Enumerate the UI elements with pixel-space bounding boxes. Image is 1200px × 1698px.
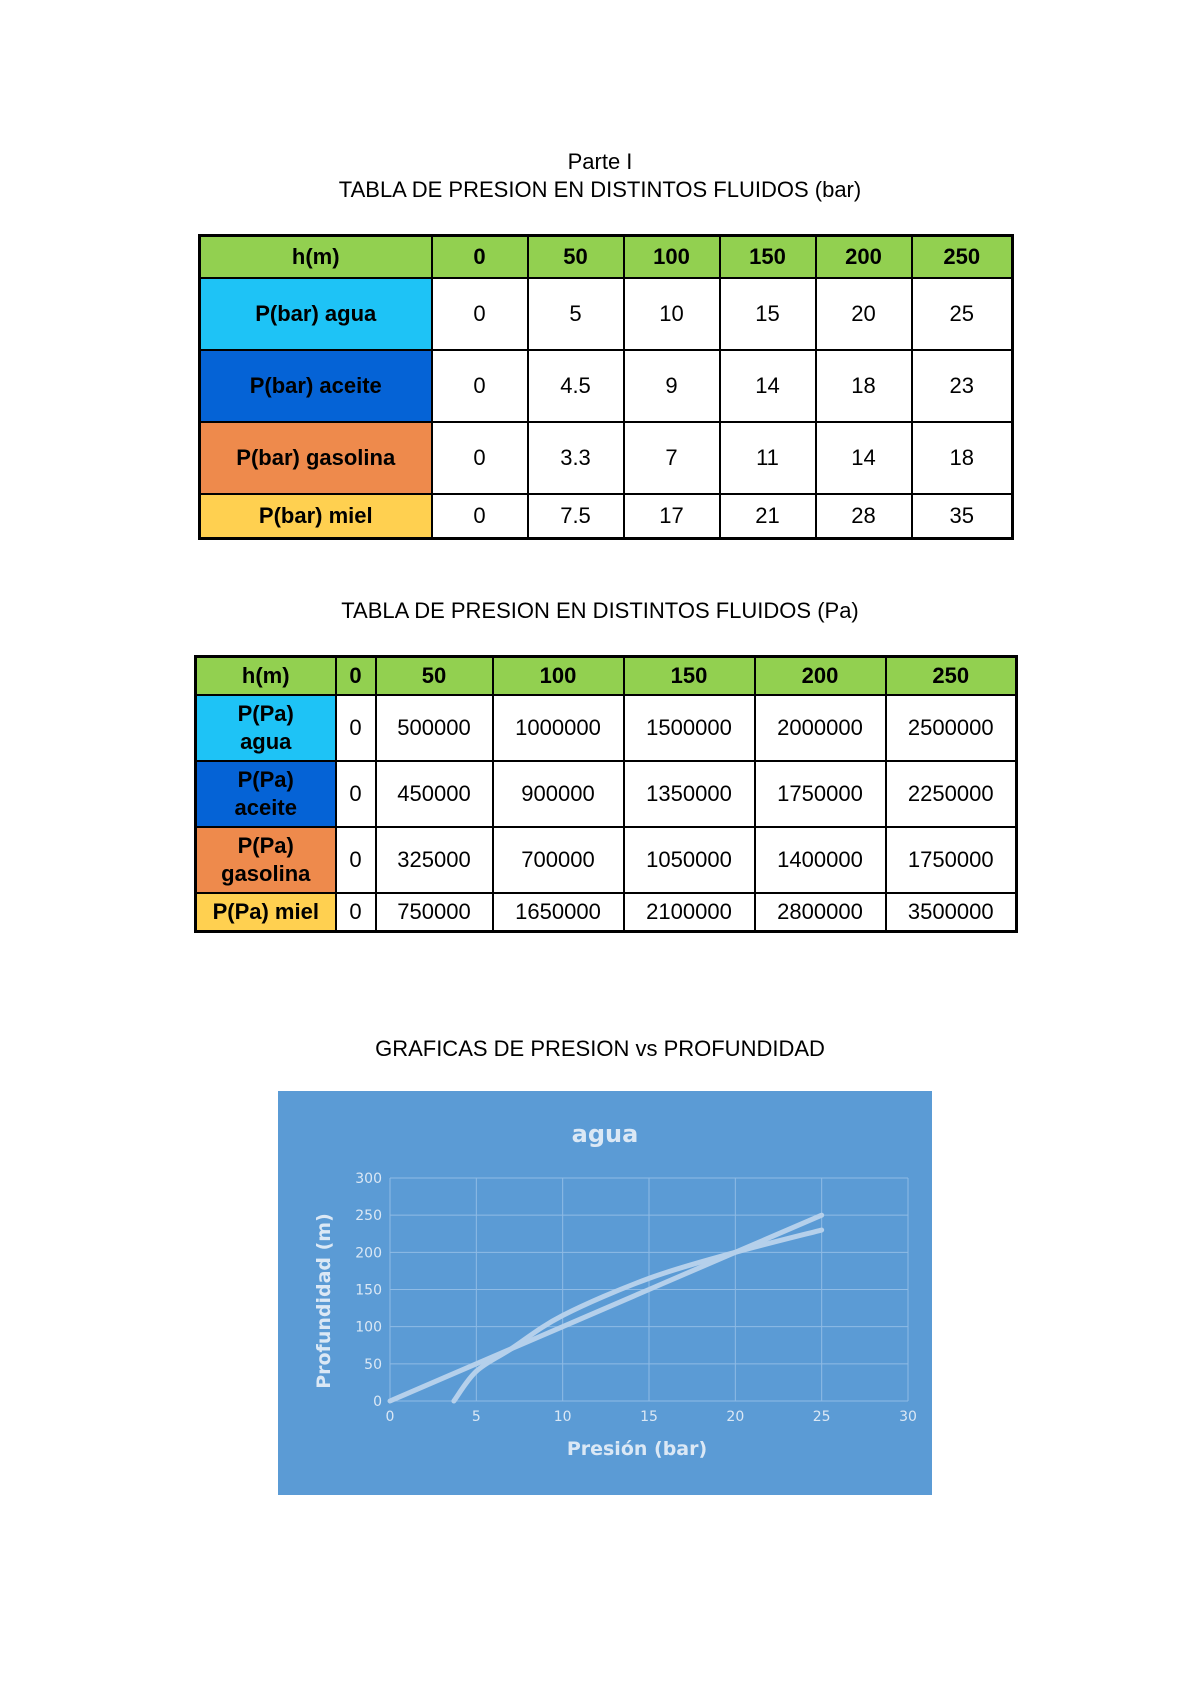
pressure-table-pa: [194, 655, 1018, 933]
y-tick-label: 300: [355, 1171, 382, 1187]
header-cell: 100: [624, 236, 720, 279]
row-label: P(bar) agua: [200, 278, 432, 350]
table-cell: 25: [912, 278, 1013, 350]
chart-title: agua: [571, 1120, 639, 1148]
table-cell: 17: [624, 494, 720, 539]
table-cell: 3500000: [886, 893, 1017, 932]
x-tick-label: 0: [385, 1409, 395, 1425]
row-label-line: P(Pa): [237, 767, 294, 792]
header-cell: 50: [528, 236, 624, 279]
table-row: [200, 278, 1013, 350]
table-cell: 1750000: [886, 827, 1017, 893]
header-cell: 100: [493, 657, 624, 696]
table-header-row: [200, 236, 1013, 279]
table-cell: 23: [912, 350, 1013, 422]
table-cell: 1500000: [624, 695, 755, 761]
table-cell: 1350000: [624, 761, 755, 827]
table-row: [196, 827, 1017, 893]
table-cell: 0: [432, 422, 528, 494]
row-label: P(bar) gasolina: [200, 422, 432, 494]
table-cell: 14: [720, 350, 816, 422]
table-cell: 2250000: [886, 761, 1017, 827]
table-cell: 35: [912, 494, 1013, 539]
table-cell: 0: [336, 761, 376, 827]
charts-title: GRAFICAS DE PRESION vs PROFUNDIDAD: [375, 1036, 825, 1061]
table-cell: 0: [336, 827, 376, 893]
x-axis-label: Presión (bar): [566, 1438, 708, 1460]
x-tick-label: 25: [812, 1409, 831, 1425]
table-pa-title: TABLA DE PRESION EN DISTINTOS FLUIDOS (Pa): [341, 598, 859, 623]
y-tick-label: 250: [355, 1208, 382, 1225]
y-tick-label: 200: [355, 1245, 382, 1262]
table-cell: 500000: [376, 695, 493, 761]
table-cell: 0: [336, 893, 376, 932]
header-cell: 200: [755, 657, 886, 696]
table-row: [200, 422, 1013, 494]
row-label-line: P(Pa): [237, 701, 294, 726]
table-cell: 2500000: [886, 695, 1017, 761]
table-cell: 11: [720, 422, 816, 494]
header-cell: 250: [886, 657, 1017, 696]
table-cell: 7: [624, 422, 720, 494]
table-cell: 9: [624, 350, 720, 422]
x-tick-label: 30: [899, 1409, 917, 1425]
row-label-line: aceite: [234, 795, 297, 820]
table-cell: 21: [720, 494, 816, 539]
pressure-table-bar: [198, 234, 1014, 540]
table-row: [200, 494, 1013, 539]
table-cell: 750000: [376, 893, 493, 932]
row-label: [196, 695, 336, 761]
row-label-line: P(Pa): [237, 833, 294, 858]
chart-panel: [278, 1091, 932, 1495]
header-cell: 0: [432, 236, 528, 279]
table-header-row: [196, 657, 1017, 696]
y-axis-label: Profundidad (m): [313, 1213, 335, 1389]
table-cell: 0: [432, 350, 528, 422]
row-label: P(bar) aceite: [200, 350, 432, 422]
header-cell: h(m): [196, 657, 336, 696]
table-cell: 5: [528, 278, 624, 350]
table-cell: 20: [816, 278, 912, 350]
row-label-line: agua: [240, 729, 292, 754]
row-label-line: gasolina: [221, 861, 311, 886]
part-title: Parte I: [567, 149, 633, 174]
table-cell: 7.5: [528, 494, 624, 539]
y-tick-label: 50: [364, 1356, 382, 1373]
y-tick-label: 150: [355, 1282, 382, 1299]
table-cell: 18: [912, 422, 1013, 494]
table-row: [196, 893, 1017, 932]
y-tick-label: 0: [373, 1394, 382, 1410]
table-cell: 0: [336, 695, 376, 761]
table-cell: 325000: [376, 827, 493, 893]
table-cell: 2100000: [624, 893, 755, 932]
table-cell: 900000: [493, 761, 624, 827]
row-label: P(bar) miel: [200, 494, 432, 539]
row-label: [196, 827, 336, 893]
table-cell: 2800000: [755, 893, 886, 932]
table-cell: 0: [432, 494, 528, 539]
header-cell: 150: [624, 657, 755, 696]
header-cell: 50: [376, 657, 493, 696]
table-cell: 1000000: [493, 695, 624, 761]
table-cell: 3.3: [528, 422, 624, 494]
x-tick-label: 20: [726, 1409, 745, 1425]
table-cell: 700000: [493, 827, 624, 893]
x-tick-label: 5: [471, 1409, 481, 1425]
header-cell: 250: [912, 236, 1013, 279]
table-cell: 1400000: [755, 827, 886, 893]
table-cell: 1050000: [624, 827, 755, 893]
table-cell: 4.5: [528, 350, 624, 422]
table-cell: 18: [816, 350, 912, 422]
header-cell: 150: [720, 236, 816, 279]
x-tick-label: 15: [640, 1409, 658, 1425]
y-tick-label: 100: [355, 1319, 382, 1336]
header-cell: h(m): [200, 236, 432, 279]
table-cell: 450000: [376, 761, 493, 827]
pressure-depth-chart: [278, 1091, 932, 1495]
table-cell: 1750000: [755, 761, 886, 827]
table-cell: 14: [816, 422, 912, 494]
table-cell: 28: [816, 494, 912, 539]
table-cell: 10: [624, 278, 720, 350]
header-cell: 0: [336, 657, 376, 696]
header-cell: 200: [816, 236, 912, 279]
x-tick-label: 10: [553, 1409, 572, 1425]
row-label: P(Pa) miel: [196, 893, 336, 932]
table-cell: 1650000: [493, 893, 624, 932]
table-row: [200, 350, 1013, 422]
row-label: [196, 761, 336, 827]
table-cell: 2000000: [755, 695, 886, 761]
table-bar-title: TABLA DE PRESION EN DISTINTOS FLUIDOS (bar): [338, 177, 862, 202]
table-cell: 0: [432, 278, 528, 350]
table-cell: 15: [720, 278, 816, 350]
table-row: [196, 761, 1017, 827]
table-row: [196, 695, 1017, 761]
